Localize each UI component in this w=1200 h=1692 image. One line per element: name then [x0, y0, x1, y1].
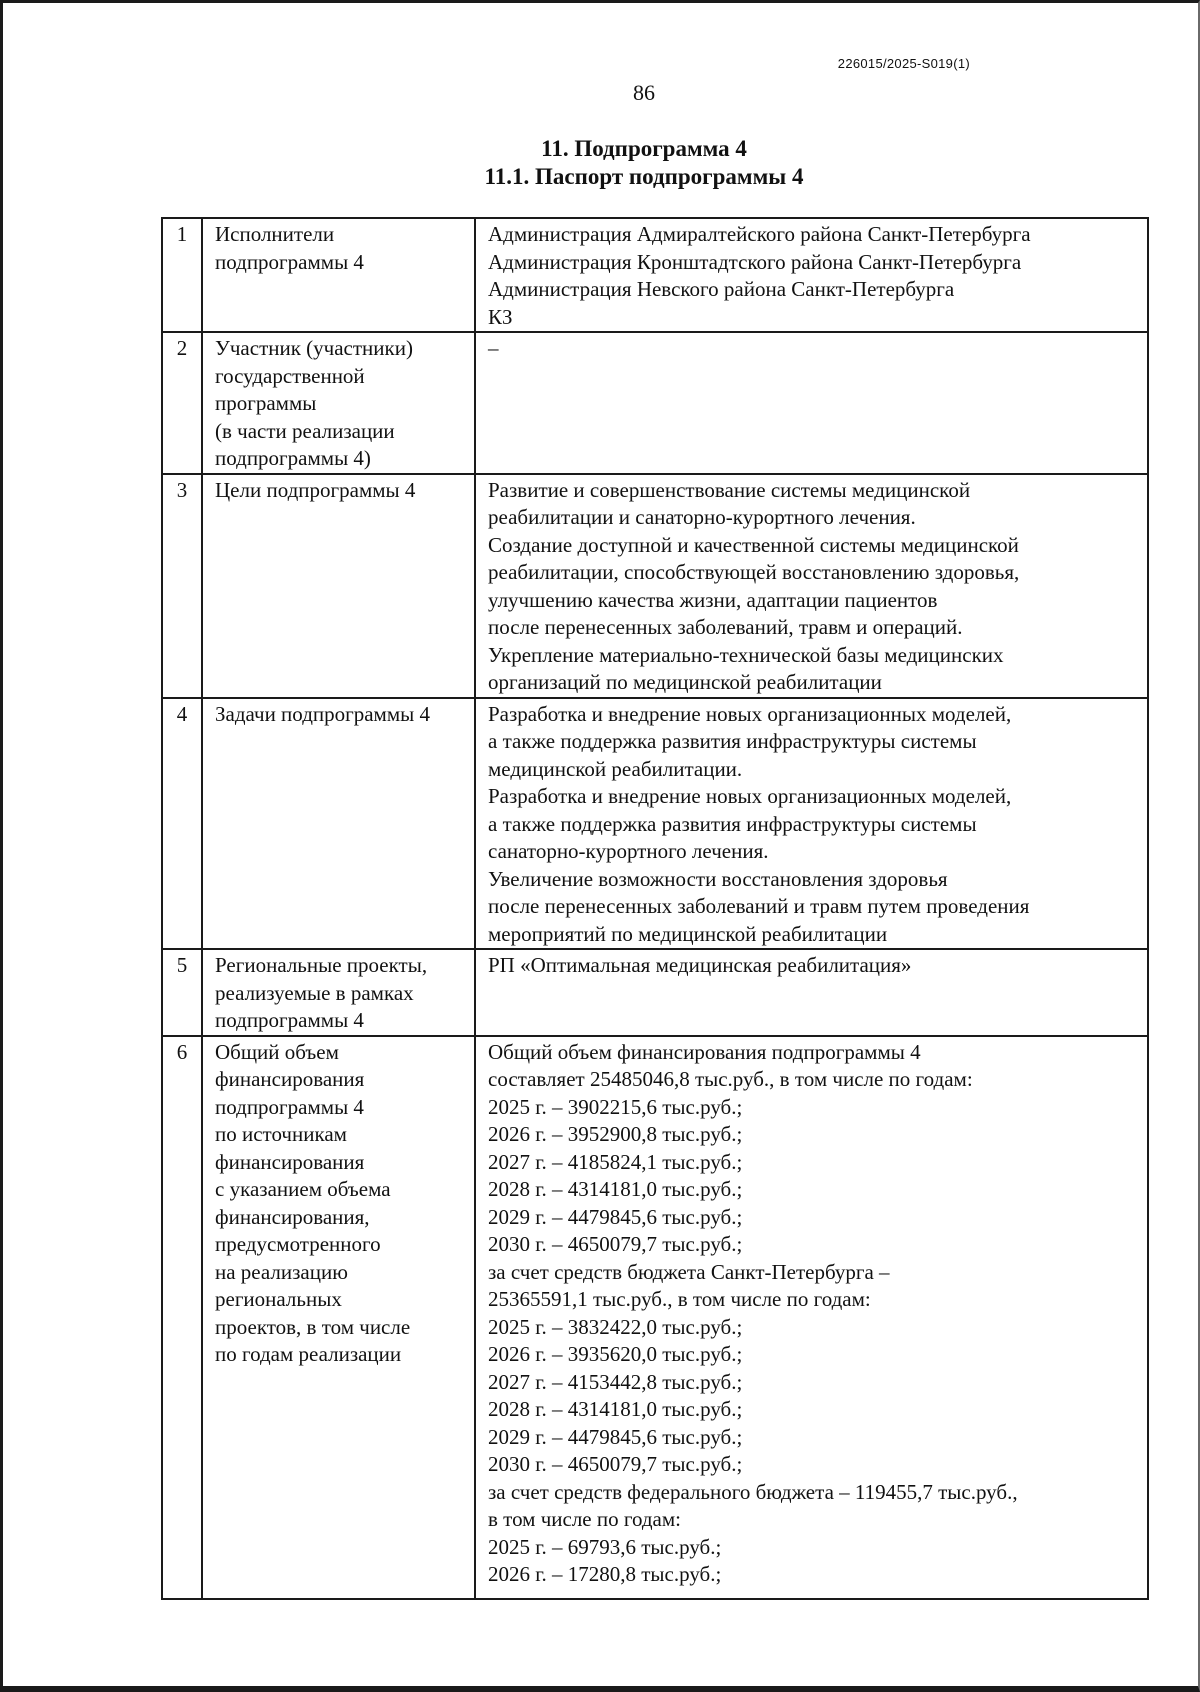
row-parameter-value [475, 1036, 1148, 1599]
parameter-value-line: КЗ [488, 304, 513, 329]
parameter-value-line: а также поддержка развития инфраструктуры системы [488, 729, 977, 753]
row-number: 5 [162, 949, 202, 1036]
parameter-value-line: за счет средств бюджета Санкт-Петербурга – [488, 1259, 890, 1284]
parameter-value-line: за счет средств федерального бюджета – 119455,7 тыс.руб., [488, 1479, 1018, 1504]
passport-table [161, 217, 1149, 1600]
parameter-value-line: 2029 г. – 4479845,6 тыс.руб.; [488, 1204, 743, 1229]
row-parameter-value [475, 698, 1148, 950]
parameter-value-line: Общий объем финансирования подпрограммы 4 [488, 1039, 921, 1064]
parameter-name-line: Региональные проекты, [215, 953, 428, 977]
parameter-name-line: подпрограммы 4) [215, 446, 371, 470]
parameter-name-line: Цели подпрограммы 4 [215, 477, 416, 502]
section-subtitle: 11.1. Паспорт подпрограммы 4 [484, 164, 804, 189]
parameter-name-line: проектов, в том числе [215, 1314, 411, 1339]
parameter-value-line: а также поддержка развития инфраструктуры системы [488, 811, 977, 836]
parameter-value-line: реабилитации и санаторно-курортного лечения. [488, 505, 916, 529]
parameter-value-line: 2027 г. – 4153442,8 тыс.руб.; [488, 1369, 743, 1394]
table-row [162, 1036, 1148, 1599]
parameter-value-line: 2028 г. – 4314181,0 тыс.руб.; [488, 1177, 743, 1201]
parameter-value-line: 2028 г. – 4314181,0 тыс.руб.; [488, 1397, 743, 1421]
parameter-value-line: РП «Оптимальная медицинская реабилитация» [488, 953, 912, 977]
parameter-value-line: после перенесенных заболеваний, травм и операций. [488, 615, 963, 639]
row-parameter-value [475, 949, 1148, 1036]
parameter-value-line: 25365591,1 тыс.руб., в том числе по годам: [488, 1287, 871, 1311]
parameter-value-line: Создание доступной и качественной системы медицинской [488, 532, 1019, 557]
parameter-value-line: 2025 г. – 3902215,6 тыс.руб.; [488, 1094, 743, 1119]
parameter-value-line: Разработка и внедрение новых организационных моделей, [488, 701, 1012, 726]
row-parameter-name [202, 698, 475, 950]
parameter-value-line: медицинской реабилитации. [488, 756, 743, 781]
row-number: 3 [162, 474, 202, 698]
row-number: 6 [162, 1036, 202, 1599]
parameter-name-line: подпрограммы 4 [215, 1094, 364, 1119]
row-number: 2 [162, 332, 202, 474]
parameter-value-line: Развитие и совершенствование системы медицинской [488, 477, 971, 502]
table-row [162, 474, 1148, 698]
parameter-value-line: Увеличение возможности восстановления здоровья [488, 866, 948, 891]
parameter-value-line: Администрация Кронштадтского района Санкт-Петербурга [488, 249, 1022, 274]
parameter-name-line: предусмотренного [215, 1232, 381, 1256]
parameter-value-line: в том числе по годам: [488, 1507, 681, 1531]
table-row [162, 949, 1148, 1036]
parameter-name-line: программы [215, 391, 317, 415]
parameter-name-line: реализуемые в рамках [215, 980, 414, 1005]
parameter-name-line: подпрограммы 4 [215, 1008, 364, 1032]
table-row [162, 332, 1148, 474]
page-number: 86 [633, 80, 655, 105]
parameter-value-line: 2029 г. – 4479845,6 тыс.руб.; [488, 1424, 743, 1449]
parameter-value-line: 2026 г. – 3952900,8 тыс.руб.; [488, 1122, 743, 1146]
parameter-name-line: Задачи подпрограммы 4 [215, 701, 430, 726]
parameter-name-line: по годам реализации [215, 1342, 402, 1366]
row-parameter-value [475, 218, 1148, 332]
parameter-name-line: Исполнители [215, 222, 335, 246]
row-number: 4 [162, 698, 202, 950]
parameter-value-line: улучшению качества жизни, адаптации пациентов [488, 587, 938, 612]
parameter-name-line: региональных [215, 1287, 342, 1311]
parameter-value-line: Укрепление материально-технической базы медицинских [488, 642, 1004, 667]
parameter-name-line: по источникам [215, 1122, 347, 1146]
parameter-value-line: составляет 25485046,8 тыс.руб., в том числе по годам: [488, 1067, 973, 1091]
section-title: 11. Подпрограмма 4 [541, 136, 747, 161]
parameter-value-line: 2025 г. – 69793,6 тыс.руб.; [488, 1534, 722, 1559]
parameter-value-line: мероприятий по медицинской реабилитации [488, 921, 888, 946]
parameter-name-line: с указанием объема [215, 1177, 391, 1201]
row-parameter-value [475, 474, 1148, 698]
parameter-value-line: 2027 г. – 4185824,1 тыс.руб.; [488, 1149, 743, 1174]
table-row [162, 698, 1148, 950]
row-parameter-name [202, 332, 475, 474]
parameter-value-line: организаций по медицинской реабилитации [488, 670, 882, 694]
parameter-value-line: 2030 г. – 4650079,7 тыс.руб.; [488, 1232, 743, 1256]
row-parameter-name [202, 1036, 475, 1599]
row-parameter-name [202, 218, 475, 332]
parameter-value-line: – [488, 336, 499, 360]
parameter-name-line: на реализацию [215, 1259, 348, 1284]
parameter-name-line: государственной [215, 363, 365, 388]
row-parameter-name [202, 949, 475, 1036]
parameter-name-line: финансирования [215, 1067, 365, 1091]
parameter-name-line: финансирования, [215, 1204, 370, 1229]
parameter-value-line: после перенесенных заболеваний и травм путем проведения [488, 894, 1030, 918]
parameter-value-line: Администрация Невского района Санкт-Петербурга [488, 277, 955, 301]
parameter-name-line: подпрограммы 4 [215, 249, 364, 274]
parameter-value-line: 2026 г. – 3935620,0 тыс.руб.; [488, 1342, 743, 1366]
parameter-value-line: 2026 г. – 17280,8 тыс.руб.; [488, 1562, 722, 1586]
parameter-value-line: санаторно-курортного лечения. [488, 839, 769, 863]
document-number: 226015/2025-S019(1) [837, 56, 970, 71]
row-number: 1 [162, 218, 202, 332]
row-parameter-value [475, 332, 1148, 474]
parameter-value-line: Разработка и внедрение новых организационных моделей, [488, 784, 1012, 808]
parameter-value-line: 2025 г. – 3832422,0 тыс.руб.; [488, 1314, 743, 1339]
parameter-value-line: Администрация Адмиралтейского района Санкт-Петербурга [488, 222, 1031, 246]
parameter-name-line: (в части реализации [215, 418, 395, 443]
parameter-name-line: финансирования [215, 1149, 365, 1174]
parameter-name-line: Участник (участники) [215, 336, 413, 360]
parameter-value-line: реабилитации, способствующей восстановлению здоровья, [488, 560, 1020, 584]
table-row [162, 218, 1148, 332]
parameter-name-line: Общий объем [215, 1039, 339, 1064]
row-parameter-name [202, 474, 475, 698]
parameter-value-line: 2030 г. – 4650079,7 тыс.руб.; [488, 1452, 743, 1476]
